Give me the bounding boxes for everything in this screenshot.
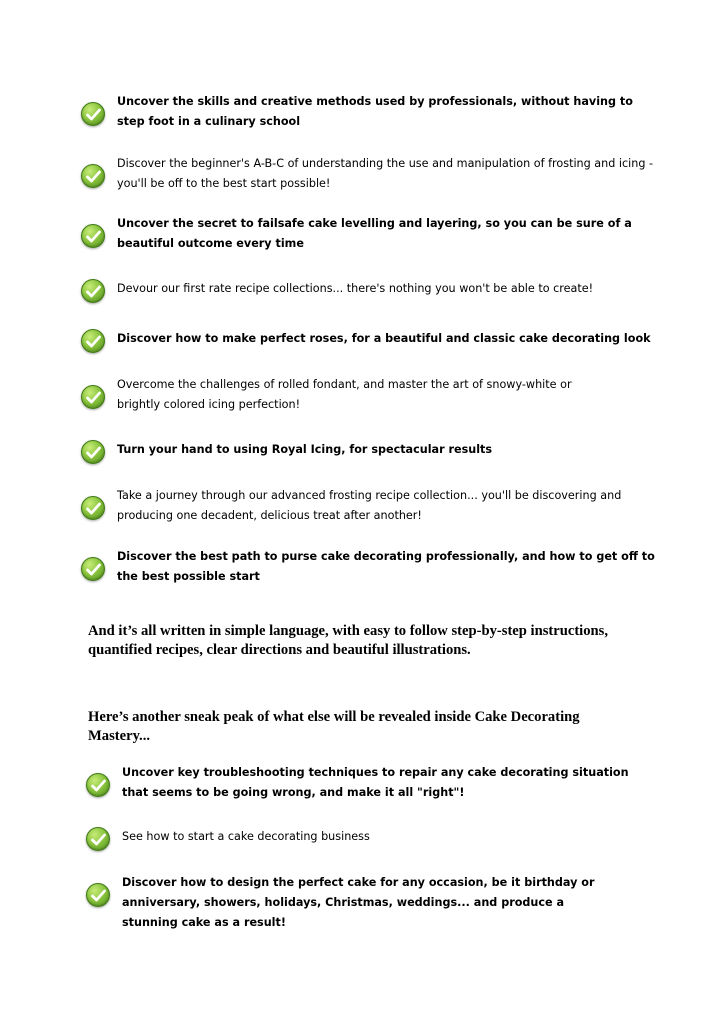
- list-item-text: Discover the best path to purse cake decorating professionally, and how to get off to the best possible start: [117, 550, 655, 583]
- intro-paragraph: Here’s another sneak peak of what else will be revealed inside Cake Decorating Mastery...: [88, 709, 580, 744]
- list-item-text: Discover the beginner's A-B-C of understanding the use and manipulation of frosting and icing - you'll be off to the best start possible!: [117, 157, 654, 190]
- list-item-text: Take a journey through our advanced frosting recipe collection... you'll be discovering and producing one decadent, delicious treat after another!: [117, 489, 622, 522]
- summary-paragraph: And it’s all written in simple language, with easy to follow step-by-step instructions, quantified recipes, clear directions and beautiful illustrations.: [88, 623, 608, 658]
- list-item-text: Devour our first rate recipe collections... there's nothing you won't be able to create!: [117, 282, 594, 295]
- list-item-text: See how to start a cake decorating business: [122, 830, 370, 843]
- green-checkmark-icon: [86, 827, 110, 851]
- green-checkmark-icon: [81, 440, 105, 464]
- green-checkmark-icon: [81, 279, 105, 303]
- list-item-text: Overcome the challenges of rolled fondant, and master the art of snowy-white or brightly colored icing perfection!: [117, 378, 572, 411]
- green-checkmark-icon: [81, 385, 105, 409]
- green-checkmark-icon: [81, 164, 105, 188]
- list-item-text: Uncover the secret to failsafe cake levelling and layering, so you can be sure of a beautiful outcome every time: [117, 217, 632, 250]
- list-item-text: Uncover the skills and creative methods used by professionals, without having to step foot in a culinary school: [117, 95, 633, 128]
- green-checkmark-icon: [86, 883, 110, 907]
- green-checkmark-icon: [81, 224, 105, 248]
- green-checkmark-icon: [86, 773, 110, 797]
- list-item-text: Discover how to make perfect roses, for a beautiful and classic cake decorating look: [117, 332, 651, 345]
- green-checkmark-icon: [81, 496, 105, 520]
- green-checkmark-icon: [81, 329, 105, 353]
- green-checkmark-icon: [81, 557, 105, 581]
- list-item-text: Uncover key troubleshooting techniques to repair any cake decorating situation that seems to be going wrong, and make it all "right"!: [122, 766, 629, 799]
- green-checkmark-icon: [81, 102, 105, 126]
- list-item-text: Turn your hand to using Royal Icing, for spectacular results: [117, 443, 493, 456]
- list-item-text: Discover how to design the perfect cake for any occasion, be it birthday or anniversary, showers, holidays, Christmas, weddings... and produce a stunning cake as a result!: [122, 876, 595, 929]
